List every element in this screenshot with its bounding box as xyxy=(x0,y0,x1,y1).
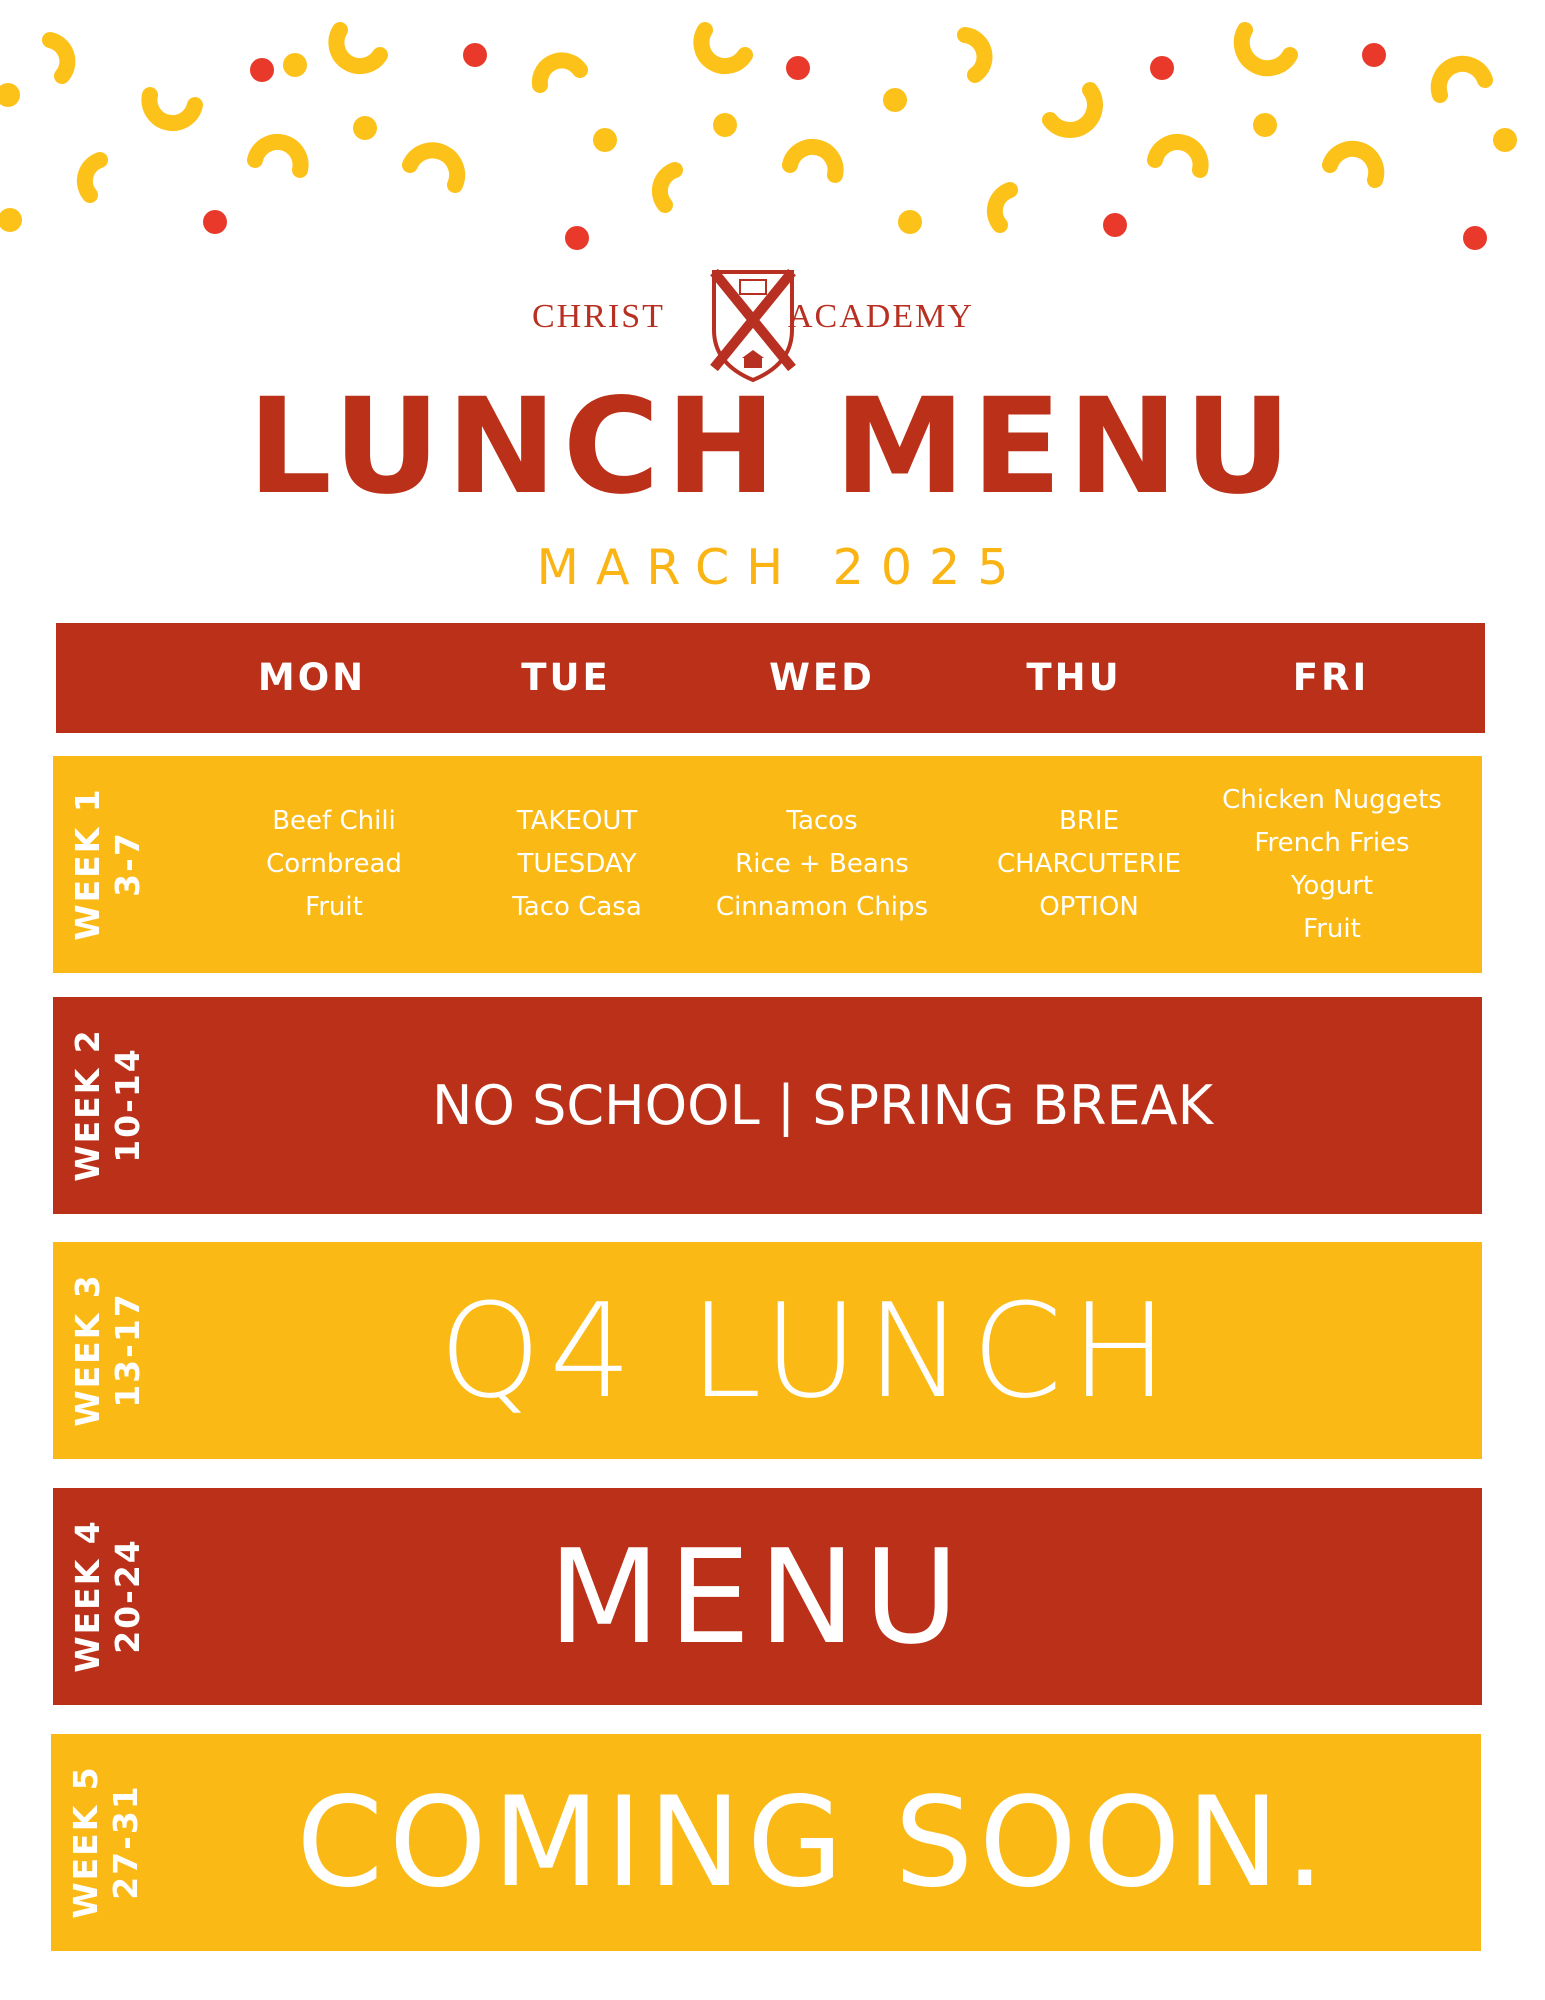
confetti-arc xyxy=(85,160,100,195)
week-number: WEEK 2 xyxy=(68,1028,107,1182)
meal-item: Chicken Nuggets xyxy=(1222,784,1442,815)
meal-item: Yogurt xyxy=(1290,870,1374,901)
confetti-arc xyxy=(790,147,836,175)
day-mon: MON xyxy=(257,656,367,699)
meal-item: French Fries xyxy=(1254,827,1410,858)
confetti-arc xyxy=(1330,149,1376,180)
week-row-3 xyxy=(53,1242,1482,1459)
week-label xyxy=(51,1734,161,1951)
week-dates: 13-17 xyxy=(108,1292,147,1408)
meal-item: TUESDAY xyxy=(517,849,637,879)
confetti-arc xyxy=(336,30,380,66)
q4-lunch-message: Q4 LUNCH xyxy=(438,1274,1177,1427)
confetti-dot xyxy=(203,210,227,234)
logo-text-right: ACADEMY xyxy=(788,298,974,335)
day-tue: TUE xyxy=(521,656,611,699)
meal-item: Tacos xyxy=(786,806,858,836)
day-wed: WED xyxy=(769,656,875,699)
meal-cell-tue xyxy=(462,756,692,973)
confetti-arc xyxy=(660,170,675,205)
meal-item: Taco Casa xyxy=(512,892,642,922)
confetti-arc xyxy=(701,30,745,66)
meal-item: Beef Chili xyxy=(272,806,396,836)
crest-icon xyxy=(710,268,796,384)
confetti-arc xyxy=(1439,64,1485,95)
day-header-bar xyxy=(56,623,1485,733)
meal-item: Cinnamon Chips xyxy=(715,892,929,922)
menu-message: MENU xyxy=(548,1520,967,1673)
confetti-dot xyxy=(593,128,617,152)
meal-item: TAKEOUT xyxy=(516,806,638,836)
confetti-dot xyxy=(463,43,487,67)
confetti-arc xyxy=(50,40,67,76)
spring-break-message: NO SCHOOL | SPRING BREAK xyxy=(432,1074,1213,1137)
logo-text-left: CHRIST xyxy=(532,298,665,335)
week-number: WEEK 4 xyxy=(68,1519,107,1673)
confetti-dot xyxy=(786,56,810,80)
meal-item: CHARCUTERIE xyxy=(997,849,1181,879)
confetti-arc xyxy=(410,150,457,185)
week-label xyxy=(53,1488,163,1705)
confetti-dot xyxy=(713,113,737,137)
confetti-arc xyxy=(965,35,985,75)
confetti-dot xyxy=(1253,113,1277,137)
page-title: LUNCH MENU xyxy=(247,370,1298,524)
confetti-dot xyxy=(1493,128,1517,152)
confetti-arc xyxy=(540,60,580,85)
week-label xyxy=(53,756,163,973)
meal-item: Fruit xyxy=(1303,913,1361,944)
confetti-arc xyxy=(1050,90,1095,130)
meal-item: OPTION xyxy=(1039,892,1139,922)
confetti-dot xyxy=(1463,226,1487,250)
week-dates: 27-31 xyxy=(106,1784,145,1900)
meal-item: Rice + Beans xyxy=(735,849,909,879)
confetti-arc xyxy=(1242,30,1290,68)
confetti-dot xyxy=(1103,213,1127,237)
confetti-arc xyxy=(149,95,195,123)
day-fri: FRI xyxy=(1292,656,1370,699)
week-label xyxy=(53,1242,163,1459)
coming-soon-message: COMING SOON. xyxy=(296,1770,1331,1915)
meal-item: Cornbread xyxy=(266,849,402,879)
week-dates: 10-14 xyxy=(108,1047,147,1163)
week-row-5 xyxy=(51,1734,1481,1951)
confetti-arc xyxy=(255,142,301,170)
meal-item: Fruit xyxy=(305,892,363,922)
meal-cell-wed xyxy=(707,756,937,973)
week-label xyxy=(53,997,163,1214)
week-row-2 xyxy=(53,997,1482,1214)
confetti-arc xyxy=(1155,142,1201,170)
meal-cell-mon xyxy=(219,756,449,973)
confetti-dot xyxy=(353,116,377,140)
confetti-decoration xyxy=(0,0,1545,260)
confetti-dot xyxy=(1150,56,1174,80)
confetti-dot xyxy=(898,210,922,234)
day-thu: THU xyxy=(1026,656,1122,699)
page-subtitle: MARCH 2025 xyxy=(536,539,1026,596)
confetti-dot xyxy=(0,208,22,232)
confetti-dot xyxy=(1362,43,1386,67)
week-number: WEEK 5 xyxy=(66,1765,105,1919)
meal-cell-thu xyxy=(974,756,1204,973)
week-row-1 xyxy=(53,756,1482,973)
confetti-dot xyxy=(565,226,589,250)
confetti-dot xyxy=(883,88,907,112)
week-dates: 3-7 xyxy=(108,831,147,897)
week-number: WEEK 3 xyxy=(68,1273,107,1427)
meal-cell-fri xyxy=(1217,756,1447,973)
week-dates: 20-24 xyxy=(108,1538,147,1654)
confetti-dot xyxy=(0,83,20,107)
school-logo xyxy=(530,268,1010,386)
confetti-arc xyxy=(995,190,1010,225)
confetti-dot xyxy=(283,53,307,77)
meal-item: BRIE xyxy=(1059,806,1119,836)
week-row-4 xyxy=(53,1488,1482,1705)
week-number: WEEK 1 xyxy=(68,787,107,941)
confetti-dot xyxy=(250,58,274,82)
